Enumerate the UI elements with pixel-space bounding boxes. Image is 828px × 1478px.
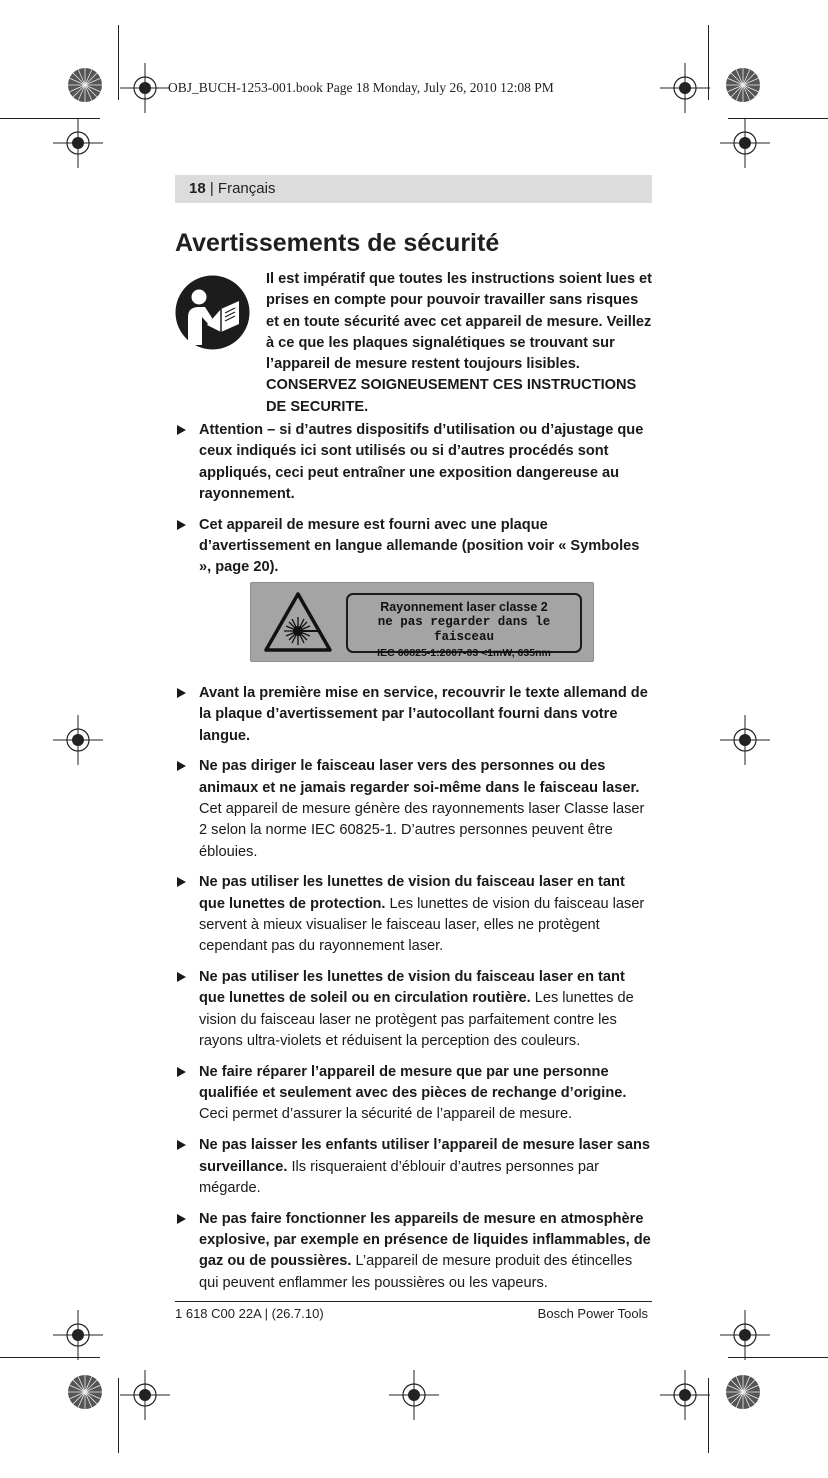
laser-label-text [346, 593, 582, 659]
warning-bold: Ne pas utiliser les lunettes de vision du faisceau laser en tant que lunettes de protection. [199, 874, 625, 912]
registration-target-icon [720, 118, 770, 168]
star-target-icon [67, 67, 103, 103]
warning-item [175, 1209, 652, 1294]
warning-text: Cet appareil de mesure génère des rayonnements laser Classe laser 2 selon la norme IEC 60825-1. D’autres personnes peuvent être éblouies. [199, 801, 645, 860]
read-manual-icon [175, 275, 250, 350]
footer-rule [175, 1301, 652, 1302]
star-target-icon [67, 1374, 103, 1410]
bullet-triangle-icon [177, 425, 186, 435]
safety-intro: Il est impératif que toutes les instructions soient lues et prises en compte pour pouvoir travailler sans risques et en toute sécurité avec cet appareil de mesure. Veillez à ce que les plaques signalétiques se trouvant sur l’appareil de mesure restent toujours lisibles. CONSERVEZ SOIGNEUSEMENT CES INSTRUCTIONS DE SECURITE. [266, 271, 653, 415]
warning-list [175, 420, 652, 1303]
header-separator: | [205, 180, 218, 197]
page-header [175, 175, 652, 203]
warning-item [175, 872, 652, 957]
warning-bold: Ne pas faire fonctionner les appareils de mesure en atmosphère explosive, par exemple en présence de liquides inflammables, de gaz ou de poussières. [199, 1210, 651, 1270]
registration-target-icon [720, 1310, 770, 1360]
registration-target-icon [389, 1370, 439, 1420]
warning-bold: Ne pas laisser les enfants utiliser l’appareil de mesure laser sans surveillance. [199, 1137, 651, 1175]
warning-text: L’appareil de mesure produit des étincelles qui peuvent enflammer les poussières ou les vapeurs. [199, 1253, 633, 1291]
laser-label-line: Rayonnement laser classe 2 [380, 600, 548, 614]
warning-item [175, 756, 652, 862]
warning-bold: Attention – si d’autres dispositifs d’utilisation ou d’ajustage que ceux indiqués ici sont utilisés ou si d’autres procédés sont appliqués, ceci peut entraîner une exposition dangereuse au rayonnement. [199, 422, 644, 502]
registration-target-icon [660, 63, 710, 113]
registration-target-icon [120, 1370, 170, 1420]
warning-item [175, 1135, 652, 1199]
warning-bold: Ne faire réparer l’appareil de mesure que par une personne qualifiée et seulement avec des pièces de rechange d’origine. [199, 1063, 627, 1102]
registration-target-icon [720, 715, 770, 765]
warning-bold: Avant la première mise en service, recouvrir le texte allemand de la plaque d’avertissement par l’autocollant fourni dans votre langue. [199, 685, 648, 744]
header-language: Français [217, 180, 276, 197]
warning-item [175, 683, 652, 747]
laser-warning-label [250, 582, 594, 662]
bullet-triangle-icon [177, 972, 186, 982]
warning-item [175, 967, 652, 1052]
bullet-triangle-icon [177, 877, 186, 887]
warning-text: Ceci permet d’assurer la sécurité de l’appareil de mesure. [199, 1106, 573, 1123]
star-target-icon [725, 1374, 761, 1410]
section-title: Avertissements de sécurité [175, 229, 500, 257]
registration-target-icon [120, 63, 170, 113]
warning-bold: Cet appareil de mesure est fourni avec une plaque d’avertissement en langue allemande (position voir « Symboles », page 20). [199, 516, 640, 576]
warning-text: Ils risqueraient d’éblouir d’autres personnes par mégarde. [199, 1158, 599, 1196]
print-slug: OBJ_BUCH-1253-001.book Page 18 Monday, July 26, 2010 12:08 PM [168, 80, 554, 95]
warning-bold: Ne pas utiliser les lunettes de vision du faisceau laser en tant que lunettes de soleil ou en circulation routière. [199, 969, 625, 1007]
laser-label-line: ne pas regarder dans le faisceau [377, 615, 551, 644]
bullet-triangle-icon [177, 761, 186, 771]
bullet-triangle-icon [177, 1140, 186, 1150]
warning-item [175, 420, 652, 505]
laser-hazard-icon [263, 591, 333, 653]
footer-doc-number: 1 618 C00 22A | (26.7.10) [175, 1306, 324, 1321]
bullet-triangle-icon [177, 1067, 186, 1077]
header-text [189, 180, 275, 197]
footer-brand: Bosch Power Tools [537, 1306, 648, 1321]
registration-target-icon [53, 118, 103, 168]
crop-mark [118, 25, 119, 100]
registration-target-icon [53, 1310, 103, 1360]
bullet-triangle-icon [177, 520, 186, 530]
crop-mark [118, 1378, 119, 1453]
warning-item [175, 1062, 652, 1126]
bullet-triangle-icon [177, 688, 186, 698]
laser-label-line: IEC 60825-1:2007-03 <1mW, 635nm [377, 647, 551, 659]
bullet-triangle-icon [177, 1214, 186, 1224]
warning-item [175, 515, 652, 579]
warning-text: Les lunettes de vision du faisceau laser servent à mieux visualiser le faisceau laser, elles ne protègent cependant pas du rayonnement laser. [199, 895, 645, 955]
registration-target-icon [660, 1370, 710, 1420]
registration-target-icon [53, 715, 103, 765]
page-number: 18 [189, 180, 206, 197]
warning-text: Les lunettes de vision du faisceau laser ne protègent pas parfaitement contre les rayons ultra-violets et réduisent la perception des couleurs. [199, 990, 634, 1050]
star-target-icon [725, 67, 761, 103]
warning-bold: Ne pas diriger le faisceau laser vers des personnes ou des animaux et ne jamais regarder soi-même dans le faisceau laser. [199, 758, 640, 796]
